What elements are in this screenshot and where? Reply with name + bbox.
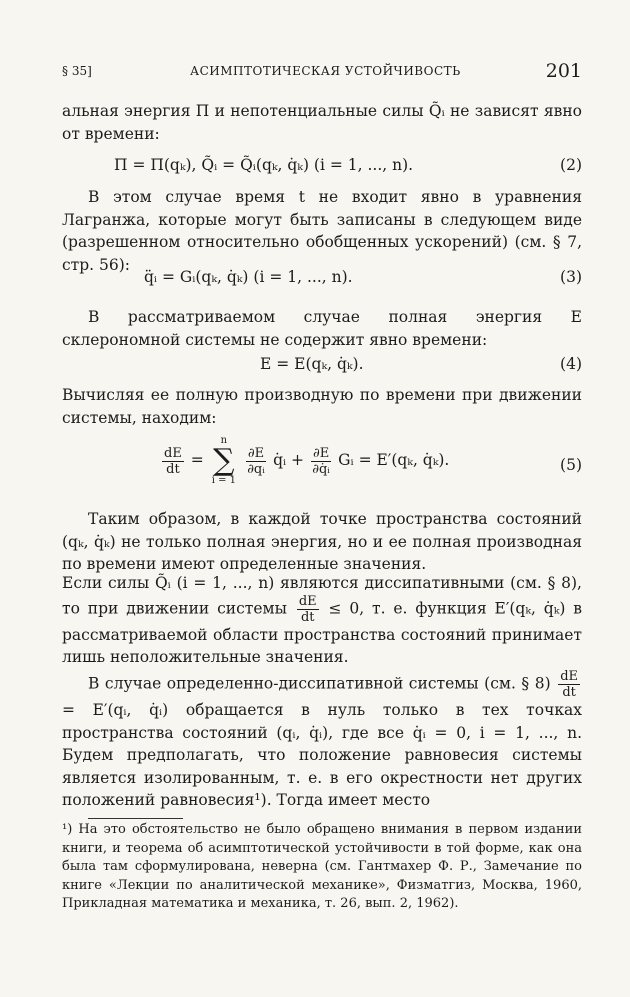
term-2: Gᵢ = E′(qₖ, q̇ₖ). [338,451,450,469]
paragraph-7-text-a: В случае определенно-диссипативной системы (см. § 8) [88,674,551,693]
equation-2 [62,152,582,178]
fraction-denominator: ∂qᵢ [247,461,265,477]
page-number: 201 [545,60,582,82]
footnote-divider [88,818,183,819]
paragraph-2 [62,186,582,276]
fraction-denominator: dt [166,461,180,477]
paragraph-3 [62,306,582,351]
paragraph-3-text: В рассматриваемом случае полная энергия E склерономной системы не содержит явно времени: [62,308,582,349]
fraction-numerator: dE [164,445,182,461]
paragraph-7-text-b: = E′(qᵢ, q̇ᵢ) обращается в нуль только в тех точках пространства состояний (qᵢ, q̇ᵢ), где все q̇ᵢ = 0, i = 1, ..., n. Будем предполагать, что положение равновесия системы является изолированным, т. е. в его окрестности нет других положений равновесия¹). Тогда имеет место [62,701,582,810]
footnote: ¹) На это обстоятельство не было обращено внимания в первом издании книги, и теорема об асимптотической устойчивости в той форме, как она была там сформулирована, неверна (см. Гантмахер Ф. Р., Замечание по книге «Лекции по аналитической механике», Физматгиз, Москва, 1960, Прикладная математика и механика, т. 26, вып. 2, 1962). [62,822,582,912]
equation-5 [62,432,582,504]
fraction-numerator: ∂E [312,445,330,461]
inline-derivative-fraction [558,670,580,699]
equation-4-body: E = E(qₖ, q̇ₖ). [260,355,364,373]
equation-3-number: (3) [560,268,582,286]
equation-4-number: (4) [560,355,582,373]
running-header [62,60,582,84]
equation-2-number: (2) [560,156,582,174]
sum-lower-limit: i = 1 [211,475,236,486]
paragraph-7 [62,670,582,812]
equation-3 [62,264,582,290]
equation-2-body: Π = Π(qₖ), Q̃ᵢ = Q̃ᵢ(qₖ, q̇ₖ) (i = 1, ..., n). [114,156,414,174]
section-marker: § 35] [62,64,92,78]
equation-4 [62,351,582,377]
paragraph-6-text-d: E′(qₖ, q̇ₖ) в рассматриваемой области пространства состояний принимает лишь неположительные значения. [62,599,583,667]
fraction-numerator: dE [560,669,578,684]
equals-sign: = [190,451,204,469]
fraction-denominator: dt [300,609,315,625]
paragraph-6-text-a: Если силы Q̃ᵢ (i = 1, ..., n) являются диссипативными [62,574,505,592]
inline-derivative-fraction [297,595,319,624]
paragraph-2-text: В этом случае время t не входит явно в уравнения Лагранжа, которые могут быть записаны в следующем виде (разрешенном относительно обобщенных ускорений) (см. § 7, стр. 56): [62,188,582,274]
equation-5-number: (5) [560,456,582,474]
fraction-numerator: dE [298,593,317,609]
chapter-title: АСИМПТОТИЧЕСКАЯ УСТОЙЧИВОСТЬ [190,64,461,78]
partial-fraction-2 [311,447,331,476]
fraction-numerator: ∂E [247,445,265,461]
sum-upper-limit: n [220,435,228,446]
equation-5-body [160,436,449,486]
paragraph-5 [62,508,582,576]
fraction-denominator: dt [562,685,576,700]
derivative-fraction [162,447,184,476]
paragraph-5-text: Таким образом, в каждой точке пространства состояний (qₖ, q̇ₖ) не только полная энергия, но и ее полная производная по времени имеют определенные значения. [62,510,582,574]
term-1: q̇ᵢ + [273,451,305,469]
paragraph-6-text-c: ≤ 0, т. е. функция [328,599,487,618]
equation-3-body: q̈ᵢ = Gᵢ(qₖ, q̇ₖ) (i = 1, ..., n). [144,268,353,286]
sigma-symbol: ∑ [213,443,235,478]
fraction-denominator: ∂q̇ᵢ [312,461,330,477]
paragraph-4: Вычисляя ее полную производную по времени при движении системы, находим: [62,386,582,427]
partial-fraction-1 [246,447,266,476]
summation [212,436,236,486]
paragraph-6 [62,572,582,669]
paragraph-6-text-b: (см. § 8), то при движении системы [62,574,582,618]
paragraph-1: альная энергия Π и непотенциальные силы Q̃ᵢ не зависят явно от времени: [62,102,582,143]
